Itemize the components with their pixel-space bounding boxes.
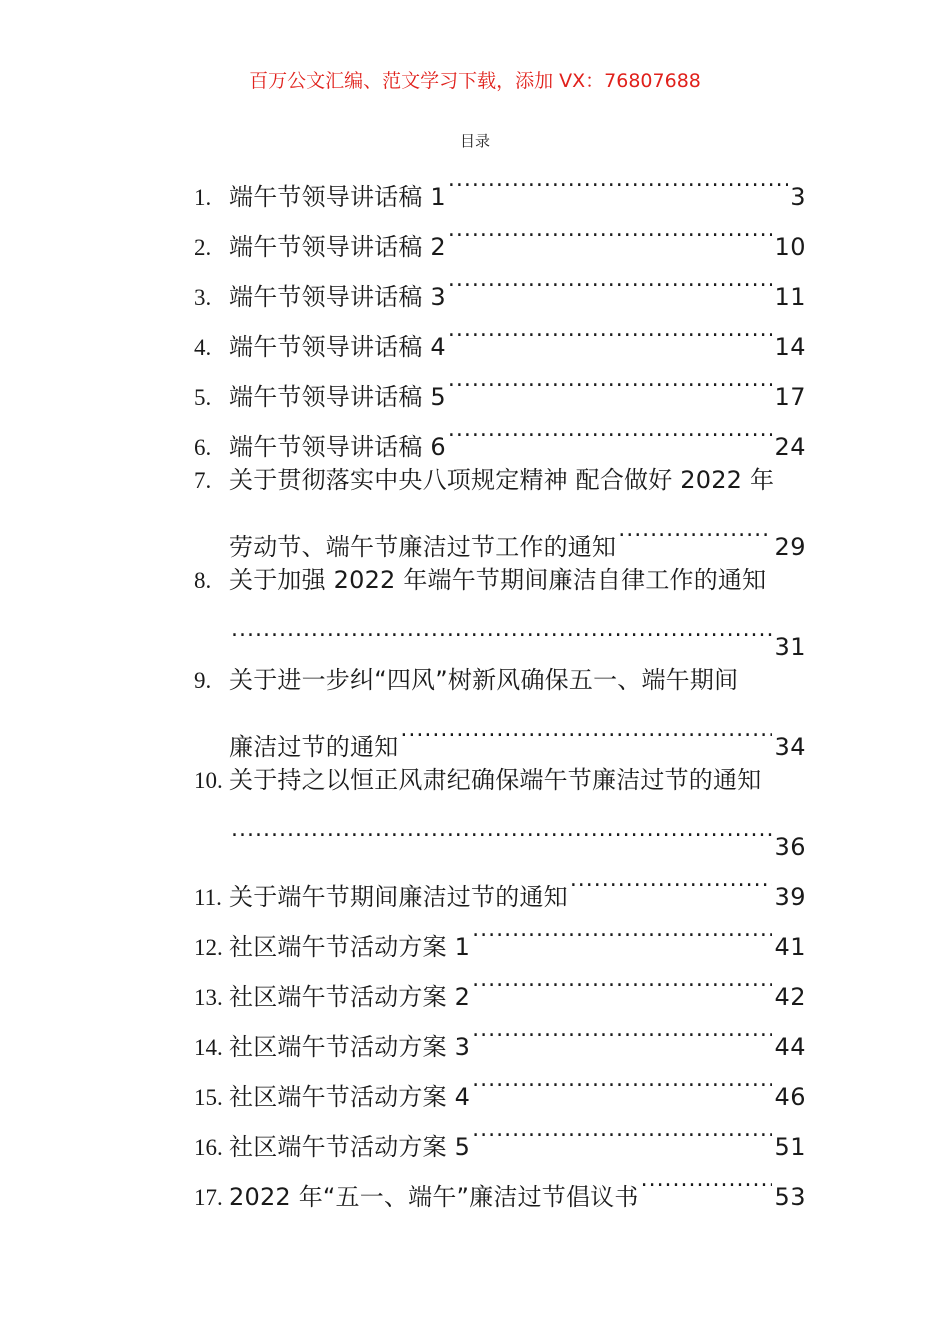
toc-entry-page: 36 xyxy=(774,833,806,861)
toc-entry-line xyxy=(194,605,806,661)
toc-entry-title: 2022 年“五一、端午”廉洁过节倡议书 xyxy=(229,1183,639,1211)
toc-entry-title: 端午节领导讲话稿 2 xyxy=(229,233,446,261)
toc-entry-line xyxy=(194,905,806,961)
toc-entry-title: 关于贯彻落实中央八项规定精神 配合做好 2022 年 xyxy=(229,466,775,494)
toc-entry-title: 端午节领导讲话稿 3 xyxy=(229,283,446,311)
toc-entry-page: 14 xyxy=(774,333,806,361)
toc-entry-line xyxy=(194,205,806,261)
toc-dot-leader xyxy=(472,955,772,1005)
toc-entry-number: 1. xyxy=(194,185,212,210)
toc-entry[interactable] xyxy=(194,1155,806,1211)
toc-entry-page: 34 xyxy=(774,733,806,761)
toc-entry-number: 3. xyxy=(194,285,212,310)
toc-entry-line xyxy=(194,1155,806,1211)
toc-entry-page: 24 xyxy=(774,433,806,461)
toc-entry-page: 3 xyxy=(790,183,806,211)
toc-entry-number: 12. xyxy=(194,935,223,960)
toc-entry-title: 关于端午节期间廉洁过节的通知 xyxy=(229,883,568,911)
toc-entry-line xyxy=(194,705,806,761)
toc-entry-title: 关于加强 2022 年端午节期间廉洁自律工作的通知 xyxy=(229,566,767,594)
toc-entry-line xyxy=(194,505,806,561)
toc-entry-number: 16. xyxy=(194,1135,223,1160)
toc-dot-leader xyxy=(448,255,773,305)
toc-entry-line xyxy=(194,305,806,361)
toc-entry-page: 10 xyxy=(774,233,806,261)
toc-entry-page: 44 xyxy=(774,1033,806,1061)
toc-entry[interactable] xyxy=(194,455,806,561)
toc-entry-page: 29 xyxy=(774,533,806,561)
toc-entry-page: 42 xyxy=(774,983,806,1011)
table-of-contents xyxy=(194,155,806,1211)
toc-entry-page: 39 xyxy=(774,883,806,911)
toc-entry-line xyxy=(194,455,806,505)
toc-entry-line xyxy=(194,155,806,211)
toc-dot-leader xyxy=(472,905,772,955)
toc-entry-line xyxy=(194,805,806,861)
toc-entry-number: 14. xyxy=(194,1035,223,1060)
toc-entry-page: 41 xyxy=(774,933,806,961)
toc-entry-line xyxy=(194,355,806,411)
toc-entry-title: 廉洁过节的通知 xyxy=(229,733,399,761)
toc-dot-leader xyxy=(448,205,773,255)
toc-entry[interactable] xyxy=(194,1105,806,1161)
toc-entry-title: 端午节领导讲话稿 6 xyxy=(229,433,446,461)
toc-entry[interactable] xyxy=(194,555,806,661)
toc-entry-title: 社区端午节活动方案 1 xyxy=(229,933,471,961)
toc-entry-page: 17 xyxy=(774,383,806,411)
toc-entry-number: 6. xyxy=(194,435,212,460)
toc-entry-title: 劳动节、端午节廉洁过节工作的通知 xyxy=(229,533,617,561)
toc-entry[interactable] xyxy=(194,305,806,361)
toc-entry-title: 端午节领导讲话稿 1 xyxy=(229,183,446,211)
toc-entry-number: 10. xyxy=(194,768,223,793)
toc-entry-number: 8. xyxy=(194,568,212,593)
toc-dot-leader xyxy=(448,405,773,455)
toc-entry-number: 2. xyxy=(194,235,212,260)
toc-entry-line xyxy=(194,755,806,805)
toc-dot-leader xyxy=(472,1005,772,1055)
toc-dot-leader xyxy=(231,605,772,655)
toc-entry[interactable] xyxy=(194,255,806,311)
toc-entry[interactable] xyxy=(194,905,806,961)
toc-entry-line xyxy=(194,655,806,705)
toc-entry-page: 46 xyxy=(774,1083,806,1111)
toc-entry-title: 端午节领导讲话稿 5 xyxy=(229,383,446,411)
toc-entry[interactable] xyxy=(194,655,806,761)
toc-entry-title: 关于进一步纠“四风”树新风确保五一、端午期间 xyxy=(229,666,739,694)
toc-entry-number: 9. xyxy=(194,668,212,693)
toc-entry[interactable] xyxy=(194,755,806,861)
toc-entry-title: 端午节领导讲话稿 4 xyxy=(229,333,446,361)
toc-dot-leader xyxy=(570,855,773,905)
toc-entry-title: 社区端午节活动方案 3 xyxy=(229,1033,471,1061)
toc-dot-leader xyxy=(448,355,773,405)
toc-entry-page: 51 xyxy=(774,1133,806,1161)
toc-entry-number: 13. xyxy=(194,985,223,1010)
toc-entry-page: 31 xyxy=(774,633,806,661)
toc-entry-number: 7. xyxy=(194,468,212,493)
toc-dot-leader xyxy=(231,805,772,855)
toc-entry-number: 11. xyxy=(194,885,222,910)
toc-dot-leader xyxy=(472,1055,772,1105)
toc-entry-title: 社区端午节活动方案 5 xyxy=(229,1133,471,1161)
toc-entry-line xyxy=(194,555,806,605)
toc-entry[interactable] xyxy=(194,1055,806,1111)
toc-entry-title: 关于持之以恒正风肃纪确保端午节廉洁过节的通知 xyxy=(229,766,762,794)
toc-entry-number: 5. xyxy=(194,385,212,410)
toc-entry-line xyxy=(194,1005,806,1061)
toc-title: 目录 xyxy=(459,132,490,150)
toc-entry[interactable] xyxy=(194,955,806,1011)
toc-entry[interactable] xyxy=(194,205,806,261)
toc-entry-line xyxy=(194,855,806,911)
toc-entry-line xyxy=(194,1105,806,1161)
toc-dot-leader xyxy=(641,1155,773,1205)
toc-entry-line xyxy=(194,255,806,311)
toc-dot-leader xyxy=(448,155,788,205)
toc-entry-title: 社区端午节活动方案 4 xyxy=(229,1083,471,1111)
toc-dot-leader xyxy=(618,505,772,555)
toc-entry[interactable] xyxy=(194,405,806,461)
toc-dot-leader xyxy=(472,1105,772,1155)
toc-entry-page: 11 xyxy=(774,283,806,311)
header-note: 百万公文汇编、范文学习下载，添加 VX：76807688 xyxy=(249,70,701,92)
toc-entry-title: 社区端午节活动方案 2 xyxy=(229,983,471,1011)
toc-entry[interactable] xyxy=(194,155,806,211)
toc-entry-page: 53 xyxy=(774,1183,806,1211)
toc-dot-leader xyxy=(400,705,772,755)
toc-entry-number: 15. xyxy=(194,1085,223,1110)
toc-dot-leader xyxy=(448,305,773,355)
toc-entry-number: 17. xyxy=(194,1185,223,1210)
toc-entry[interactable] xyxy=(194,355,806,411)
toc-entry-line xyxy=(194,405,806,461)
toc-entry-number: 4. xyxy=(194,335,212,360)
toc-entry[interactable] xyxy=(194,1005,806,1061)
toc-entry-line xyxy=(194,1055,806,1111)
toc-entry-line xyxy=(194,955,806,1011)
toc-entry[interactable] xyxy=(194,855,806,911)
